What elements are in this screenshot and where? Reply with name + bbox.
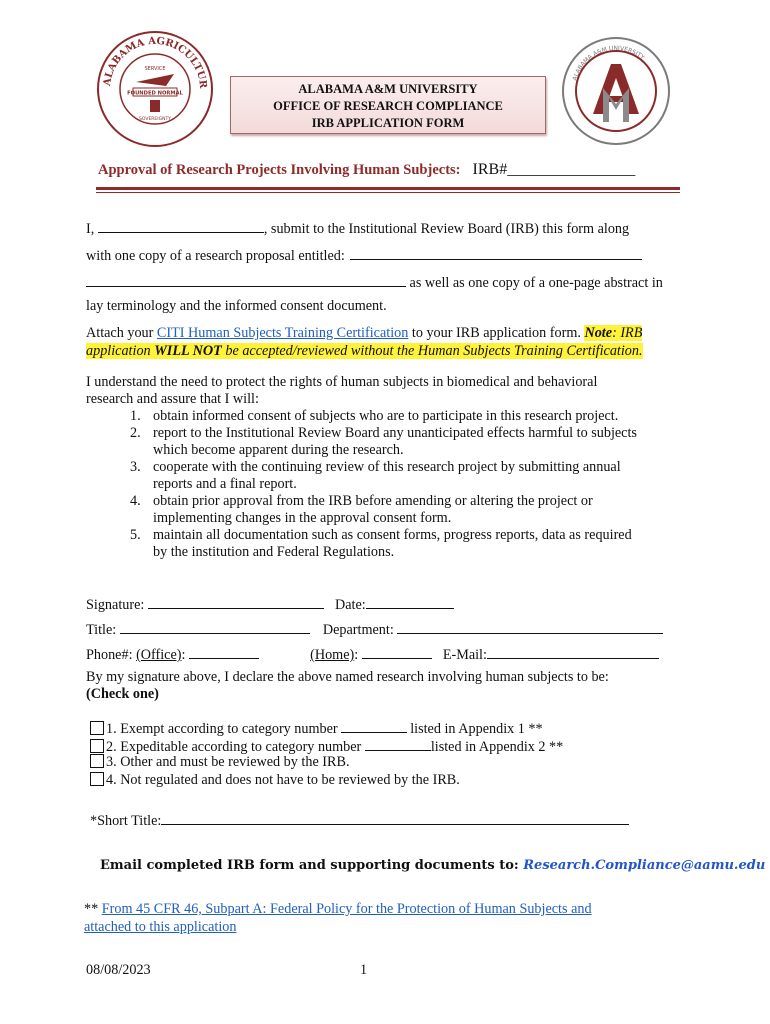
irb-number-field[interactable]: IRB#________________ bbox=[472, 161, 636, 178]
option-not-regulated: 4. Not regulated and does not have to be reviewed by the IRB. bbox=[90, 772, 563, 790]
assurance-line-2: research and assure that I will: bbox=[86, 391, 259, 407]
option-expeditable: 2. Expeditable according to category number listed in Appendix 2 ** bbox=[90, 736, 563, 754]
footer-date: 08/08/2023 bbox=[86, 962, 151, 978]
checkbox-not-regulated[interactable] bbox=[90, 772, 104, 786]
signature-field[interactable] bbox=[148, 594, 324, 609]
list-item-cont: which become apparent during the research. bbox=[153, 442, 404, 458]
note-text-2a: application bbox=[86, 343, 155, 359]
citi-attach: Attach your bbox=[86, 325, 157, 341]
form-title: Approval of Research Projects Involving Human Subjects bbox=[98, 162, 456, 178]
right-seal-ring-text: ALABAMA A&M UNIVERSITY bbox=[571, 44, 646, 82]
header-line-form: IRB APPLICATION FORM bbox=[311, 116, 465, 130]
signature-row bbox=[86, 594, 454, 614]
citi-certification-link[interactable]: CITI Human Subjects Training Certification bbox=[156, 325, 409, 341]
intro-submit-text: , submit to the Institutional Review Board (IRB) this form along bbox=[263, 221, 630, 237]
title-label: Title: bbox=[86, 622, 117, 638]
category-options bbox=[90, 718, 563, 790]
list-item-cont: by the institution and Federal Regulations. bbox=[153, 544, 395, 560]
intro-abstract-text: as well as one copy of a one-page abstract in bbox=[409, 275, 663, 291]
list-item: 2. report to the Institutional Review Board any unanticipated effects harmful to subjects bbox=[130, 425, 637, 441]
aamu-right-seal bbox=[561, 36, 671, 146]
intro-proposal-text: with one copy of a research proposal entitled: bbox=[86, 248, 345, 264]
office-phone-field[interactable] bbox=[189, 644, 259, 659]
left-seal-founded: FOUNDED NORMAL bbox=[127, 90, 183, 97]
header-line-office: OFFICE OF RESEARCH COMPLIANCE bbox=[273, 99, 503, 113]
list-item: 3. cooperate with the continuing review of this research project by submitting annual bbox=[130, 459, 621, 475]
proposal-title-field-1[interactable] bbox=[350, 245, 642, 260]
phone-row: Phone#: (Office): (Home): E-Mail: bbox=[86, 644, 659, 664]
assurance-line-1: I understand the need to protect the rights of human subjects in biomedical and behavioral bbox=[86, 374, 598, 390]
header-banner bbox=[230, 76, 546, 134]
short-title-row bbox=[90, 810, 629, 830]
form-title-row bbox=[98, 161, 635, 179]
list-item-cont: implementing changes in the approval consent form. bbox=[153, 510, 452, 526]
department-label: Department: bbox=[322, 622, 394, 638]
intro-line-1 bbox=[86, 218, 629, 238]
left-seal-sovereignty: SOVEREIGNTY bbox=[139, 117, 171, 122]
left-seal-ring-text: ALABAMA AGRICULTUR bbox=[102, 35, 209, 89]
home-phone-field[interactable] bbox=[362, 644, 432, 659]
checkbox-other[interactable] bbox=[90, 754, 104, 768]
cfr-link[interactable]: From 45 CFR 46, Subpart A: Federal Policy for the Protection of Human Subjects and bbox=[101, 901, 592, 917]
list-item-cont: reports and a final report. bbox=[153, 476, 297, 492]
email-instruction: Email completed IRB form and supporting documents to: Research.Compliance@aamu.edu bbox=[100, 858, 766, 873]
list-item: 4. obtain prior approval from the IRB before amending or altering the project or bbox=[130, 493, 593, 509]
email-instruction-text: Email completed IRB form and supporting documents to bbox=[100, 858, 514, 873]
date-label: Date: bbox=[334, 597, 366, 613]
note-will-not: WILL NOT bbox=[154, 343, 222, 359]
department-field[interactable] bbox=[397, 619, 663, 634]
office-label: (Office) bbox=[136, 647, 182, 663]
footnote-line-2 bbox=[84, 919, 236, 936]
cfr-link-cont[interactable]: attached to this application bbox=[84, 919, 237, 935]
exempt-category-field[interactable] bbox=[341, 718, 407, 733]
citi-line-1 bbox=[86, 325, 642, 342]
intro-line-4: lay terminology and the informed consent document. bbox=[86, 298, 387, 314]
home-label: (Home) bbox=[310, 647, 355, 663]
list-item: 1. obtain informed consent of subjects who are to participate in this research project. bbox=[130, 408, 619, 424]
title-rule-thin bbox=[96, 192, 680, 193]
check-one-label: (Check one) bbox=[86, 686, 159, 702]
footnote-line-1 bbox=[84, 901, 592, 918]
short-title-label: *Short Title: bbox=[90, 813, 162, 829]
investigator-name-field[interactable] bbox=[98, 218, 264, 233]
option-exempt: 1. Exempt according to category number listed in Appendix 1 ** bbox=[90, 718, 563, 736]
intro-line-2 bbox=[86, 245, 642, 265]
intro-line-3 bbox=[86, 272, 663, 292]
title-field[interactable] bbox=[120, 619, 310, 634]
footnote-prefix: ** bbox=[84, 901, 102, 917]
email-label: E-Mail: bbox=[442, 647, 487, 663]
page-number: 1 bbox=[360, 962, 368, 978]
citi-line-2 bbox=[86, 343, 643, 360]
aamu-left-seal bbox=[96, 30, 214, 148]
email-field[interactable] bbox=[487, 644, 659, 659]
header-line-university: ALABAMA A&M UNIVERSITY bbox=[298, 82, 478, 96]
citi-after-link: to your IRB application form. bbox=[408, 325, 585, 341]
list-item: 5. maintain all documentation such as consent forms, progress reports, data as required bbox=[130, 527, 632, 543]
note-label: Note bbox=[584, 325, 613, 341]
assurance-list bbox=[130, 408, 690, 561]
checkbox-exempt[interactable] bbox=[90, 721, 104, 735]
checkbox-expeditable[interactable] bbox=[90, 739, 104, 753]
phone-label: Phone#: bbox=[86, 647, 133, 663]
note-text-1: : IRB bbox=[612, 325, 643, 341]
proposal-title-field-2[interactable] bbox=[86, 272, 406, 287]
left-seal-service: SERVICE bbox=[144, 66, 166, 72]
compliance-email-link[interactable]: Research.Compliance@aamu.edu bbox=[523, 858, 766, 873]
short-title-field[interactable] bbox=[161, 810, 629, 825]
intro-i: I, bbox=[86, 221, 95, 237]
note-text-2b: be accepted/reviewed without the Human Subjects Training Certification. bbox=[221, 343, 643, 359]
form-title-colon: : bbox=[455, 162, 461, 178]
expeditable-category-field[interactable] bbox=[365, 736, 431, 751]
declaration-line: By my signature above, I declare the above named research involving human subjects to be: bbox=[86, 669, 609, 685]
signature-label: Signature: bbox=[86, 597, 145, 613]
date-field[interactable] bbox=[366, 594, 454, 609]
title-row bbox=[86, 619, 663, 639]
title-rule-thick bbox=[96, 187, 680, 190]
option-other: 3. Other and must be reviewed by the IRB. bbox=[90, 754, 563, 772]
